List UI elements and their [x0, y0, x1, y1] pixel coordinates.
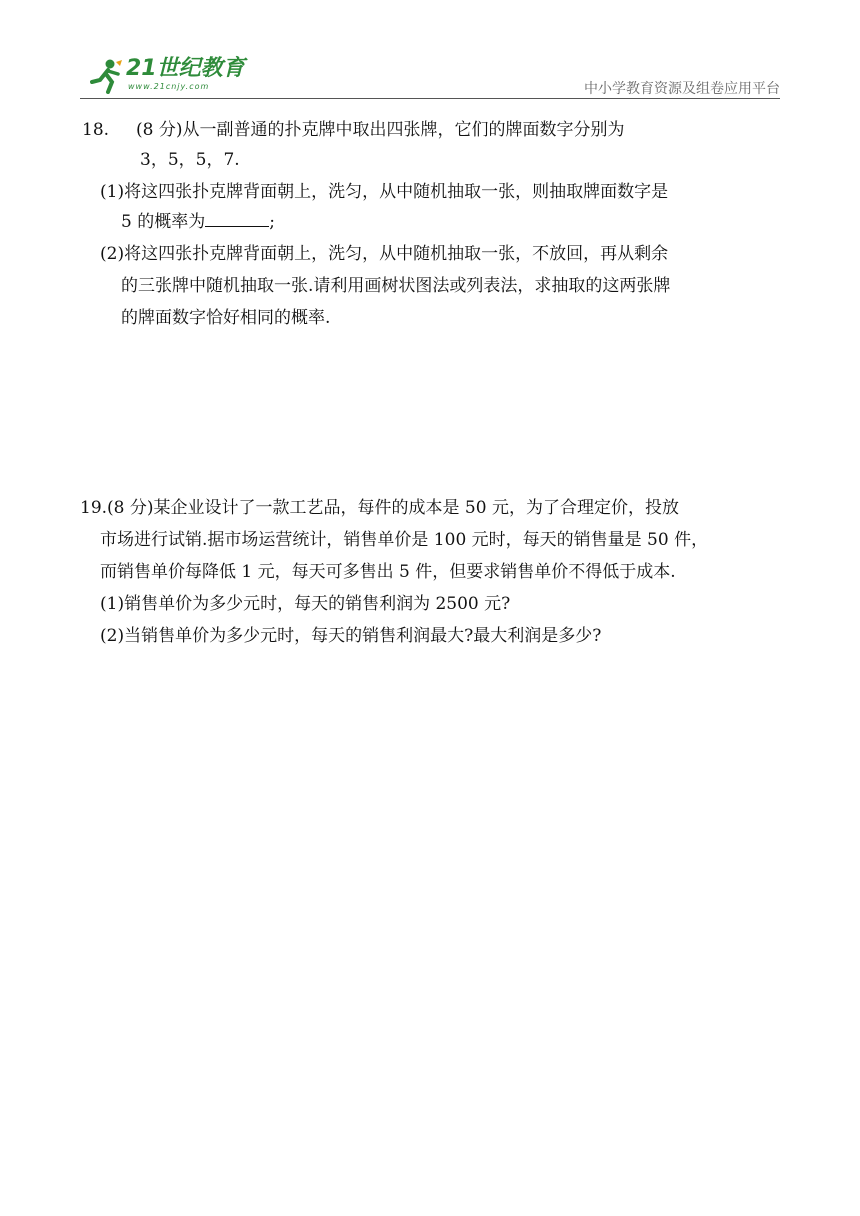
q18-part1-text: 5 的概率为	[121, 212, 206, 232]
header-divider	[80, 98, 780, 99]
answer-blank[interactable]	[205, 210, 269, 227]
q18-stem-line2: 3，5，5，7.	[140, 150, 240, 170]
q19-stem-line2: 市场进行试销.据市场运营统计，销售单价是 100 元时，每天的销售量是 50 件，	[100, 530, 709, 550]
q18-number: 18.	[82, 120, 110, 140]
runner-icon	[86, 58, 124, 94]
page-header	[80, 52, 780, 100]
q18-part2-line3: 的牌面数字恰好相同的概率.	[121, 308, 331, 328]
q18-part2-line1: (2)将这四张扑克牌背面朝上，洗匀，从中随机抽取一张，不放回，再从剩余	[100, 244, 669, 264]
q18-stem-line1: (8 分)从一副普通的扑克牌中取出四张牌，它们的牌面数字分别为	[136, 120, 625, 140]
brand-logo	[80, 52, 250, 98]
platform-tagline: 中小学教育资源及组卷应用平台	[584, 81, 780, 97]
q19-part1: (1)销售单价为多少元时，每天的销售利润为 2500 元?	[100, 594, 511, 614]
q18-part1-semicolon: ;	[269, 212, 275, 232]
brand-url: www.21cnjy.com	[128, 82, 210, 91]
q18-part2-line2: 的三张牌中随机抽取一张.请利用画树状图法或列表法，求抽取的这两张牌	[121, 276, 671, 296]
brand-name: 21世纪教育	[126, 56, 245, 81]
q19-stem-line1: 19.(8 分)某企业设计了一款工艺品，每件的成本是 50 元，为了合理定价，投放	[80, 498, 679, 518]
q19-stem-line3: 而销售单价每降低 1 元，每天可多售出 5 件，但要求销售单价不得低于成本.	[100, 562, 676, 582]
q18-part1-line1: (1)将这四张扑克牌背面朝上，洗匀，从中随机抽取一张，则抽取牌面数字是	[100, 182, 669, 202]
q18-part1-line2	[121, 210, 275, 234]
q19-part2: (2)当销售单价为多少元时，每天的销售利润最大?最大利润是多少?	[100, 626, 602, 646]
